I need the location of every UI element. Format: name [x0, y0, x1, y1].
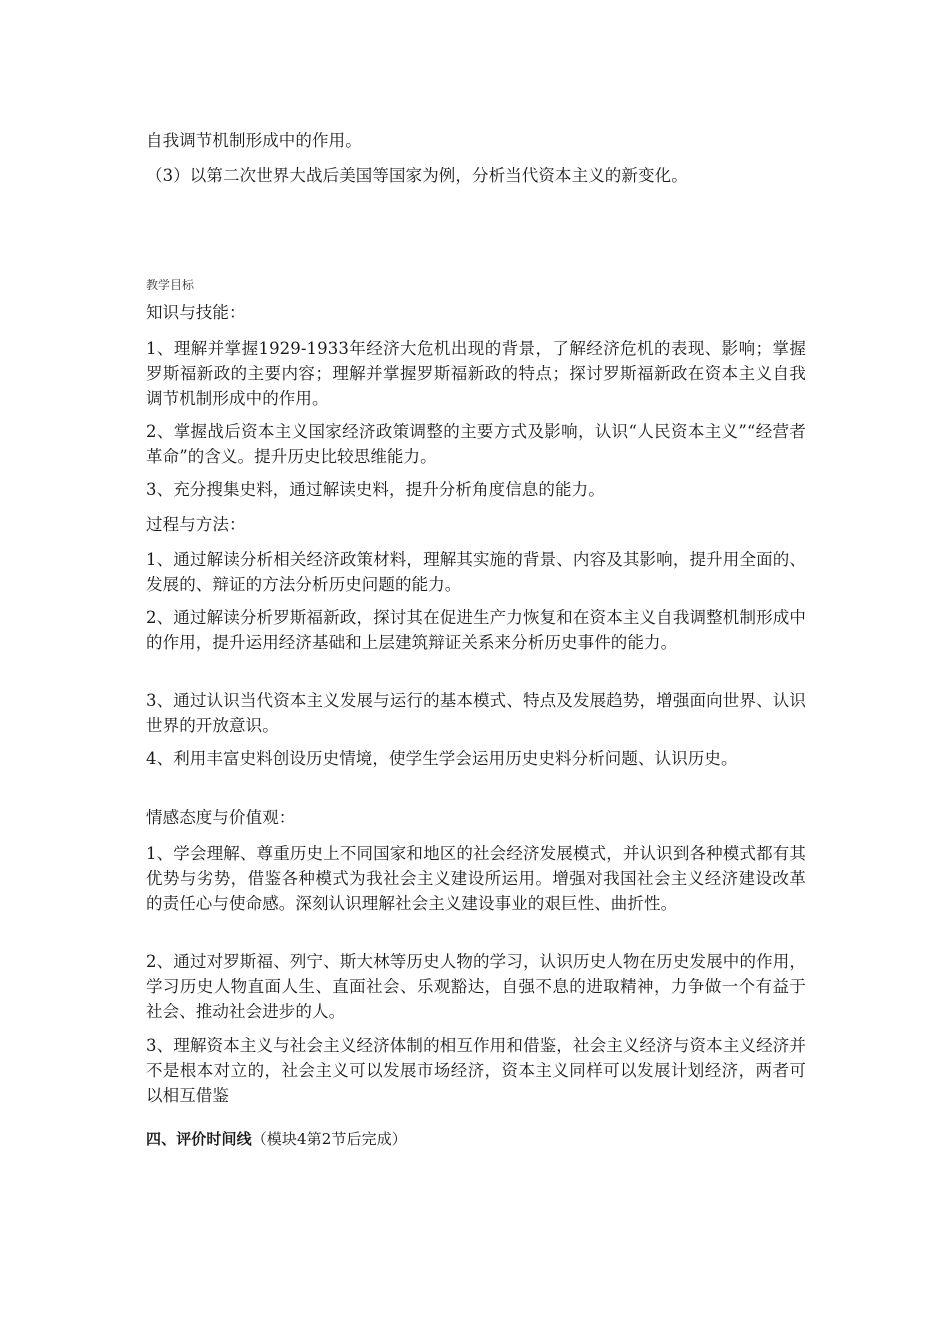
emotion-item-2: 2、通过对罗斯福、列宁、斯大林等历史人物的学习，认识历史人物在历史发展中的作用，学习历史人物直面人生、直面社会、乐观豁达，自强不息的进取精神，力争做一个有益于社会、推动社会进步的人。: [146, 952, 806, 1021]
process-item-1: 1、通过解读分析相关经济政策材料，理解其实施的背景、内容及其影响，提升用全面的、发展的、辩证的方法分析历史问题的能力。: [146, 550, 806, 594]
emotion-heading: 情感态度与价值观：: [146, 808, 296, 827]
process-item-2: 2、通过解读分析罗斯福新政，探讨其在促进生产力恢复和在资本主义自我调整机制形成中的作用，提升运用经济基础和上层建筑辩证关系来分析历史事件的能力。: [146, 608, 806, 652]
process-item-4: 4、利用丰富史料创设历史情境，使学生学会运用历史史料分析问题、认识历史。: [146, 749, 738, 768]
section-4-note: （模块4第2节后完成）: [251, 1130, 407, 1148]
section-4-title: 四、评价时间线: [146, 1130, 252, 1148]
knowledge-item-1: 1、理解并掌握1929-1933年经济大危机出现的背景，了解经济危机的表现、影响；掌握罗斯福新政的主要内容；理解并掌握罗斯福新政的特点；探讨罗斯福新政在资本主义自我调节机制形成中的作用。: [146, 339, 806, 408]
section-4-heading: [146, 1126, 806, 1152]
emotion-item-3: 3、理解资本主义与社会主义经济体制的相互作用和借鉴，社会主义经济与资本主义经济并不是根本对立的，社会主义可以发展市场经济，资本主义同样可以发展计划经济，两者可以相互借鉴: [146, 1036, 806, 1105]
knowledge-heading: 知识与技能：: [146, 303, 246, 322]
knowledge-item-3: 3、充分搜集史料，通过解读史料，提升分析角度信息的能力。: [146, 480, 605, 499]
emotion-item-1: 1、学会理解、尊重历史上不同国家和地区的社会经济发展模式，并认识到各种模式都有其优势与劣势，借鉴各种模式为我社会主义建设所运用。增强对我国社会主义经济建设改革的责任心与使命感。深刻认识理解社会主义建设事业的艰巨性、曲折性。: [146, 844, 806, 913]
process-heading: 过程与方法：: [146, 515, 246, 534]
knowledge-item-2: 2、掌握战后资本主义国家经济政策调整的主要方式及影响，认识“人民资本主义”“经营者革命”的含义。提升历史比较思维能力。: [146, 422, 806, 466]
intro-line-2: （3）以第二次世界大战后美国等国家为例，分析当代资本主义的新变化。: [146, 166, 688, 185]
process-item-3: 3、通过认识当代资本主义发展与运行的基本模式、特点及发展趋势，增强面向世界、认识世界的开放意识。: [146, 691, 806, 735]
objectives-title: 教学目标: [146, 278, 195, 292]
intro-line-1: 自我调节机制形成中的作用。: [146, 131, 362, 150]
